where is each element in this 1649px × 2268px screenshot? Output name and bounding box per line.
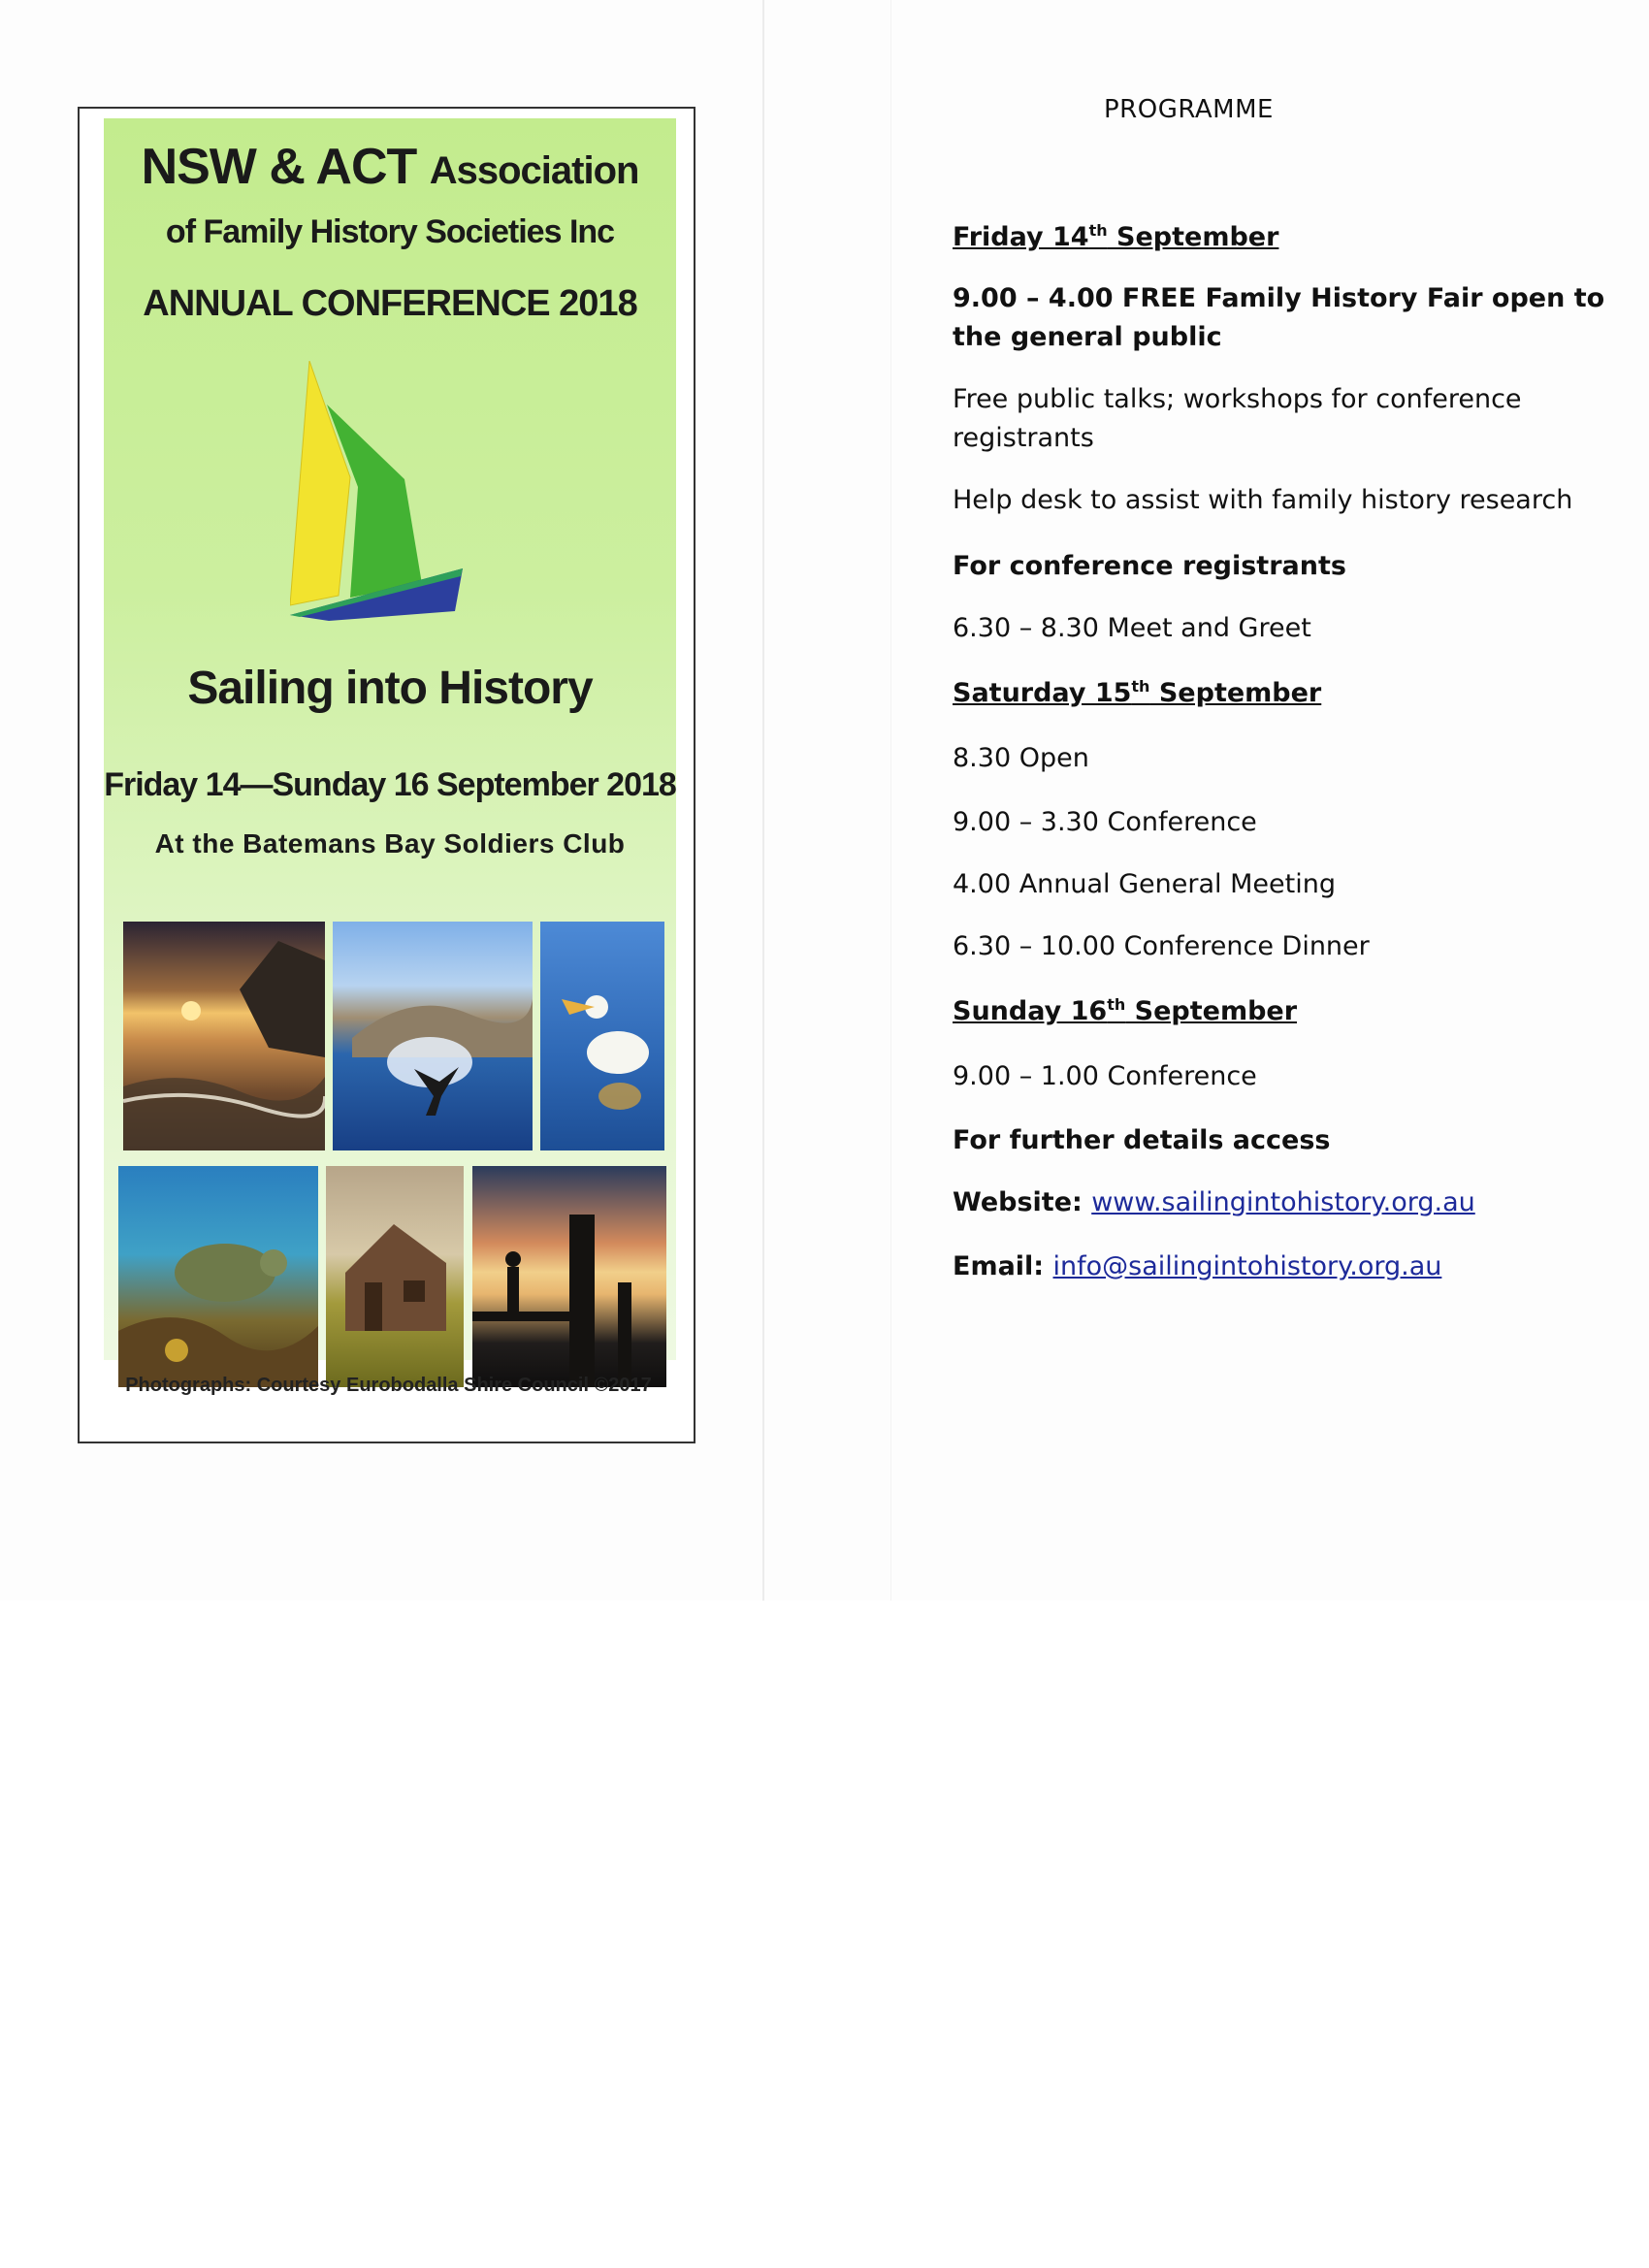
- sunday-heading: [953, 995, 1297, 1026]
- org-title-main: NSW & ACT: [141, 139, 417, 195]
- email-label: Email:: [953, 1251, 1053, 1281]
- registrants-heading: For conference registrants: [953, 551, 1346, 581]
- friday-talks-line2: registrants: [953, 423, 1094, 453]
- friday-talks: [953, 380, 1522, 458]
- photo-old-barn: [326, 1166, 464, 1387]
- sunday-day: Sunday 16: [953, 996, 1108, 1026]
- website-label: Website:: [953, 1187, 1092, 1217]
- conference-title: ANNUAL CONFERENCE 2018: [143, 283, 637, 324]
- org-title-rest: Association: [429, 149, 639, 192]
- friday-fair: [953, 279, 1604, 357]
- saturday-agm: 4.00 Annual General Meeting: [953, 869, 1336, 899]
- friday-day: Friday 14: [953, 222, 1089, 252]
- flyer-green-panel: [104, 118, 676, 1360]
- photo-sunset-beach: [123, 922, 325, 1150]
- email-line: [953, 1251, 1441, 1281]
- fold-line-secondary: [890, 0, 891, 1601]
- programme-title: PROGRAMME: [1104, 95, 1274, 124]
- email-link[interactable]: info@sailingintohistory.org.au: [1052, 1251, 1442, 1281]
- sunday-month: September: [1125, 996, 1298, 1026]
- friday-month: September: [1107, 222, 1279, 252]
- sailboat-logo-icon: [290, 361, 484, 625]
- saturday-day: Saturday 15: [953, 678, 1132, 708]
- sunday-suffix: th: [1107, 995, 1126, 1014]
- friday-helpdesk: Help desk to assist with family history research: [953, 485, 1573, 515]
- photo-pelican: [540, 922, 664, 1150]
- conference-dates: Friday 14—Sunday 16 September 2018: [104, 766, 676, 803]
- yellow-sail: [290, 361, 350, 605]
- saturday-heading: [953, 677, 1321, 708]
- conference-flyer: [78, 107, 695, 1443]
- fold-line: [762, 0, 764, 1601]
- website-line: [953, 1187, 1475, 1217]
- saturday-open: 8.30 Open: [953, 743, 1089, 773]
- photo-sea-turtle: [118, 1166, 318, 1387]
- org-subtitle: of Family History Societies Inc: [165, 213, 615, 250]
- saturday-suffix: th: [1131, 677, 1150, 696]
- conference-venue: At the Batemans Bay Soldiers Club: [154, 828, 626, 859]
- org-title: [104, 138, 676, 196]
- saturday-conference: 9.00 – 3.30 Conference: [953, 807, 1257, 837]
- friday-heading: [953, 221, 1278, 252]
- friday-suffix: th: [1088, 221, 1108, 240]
- photo-jetty-silhouette: [472, 1166, 666, 1387]
- friday-fair-line2: the general public: [953, 322, 1222, 352]
- friday-meet-greet: 6.30 – 8.30 Meet and Greet: [953, 613, 1311, 643]
- theme-title: Sailing into History: [187, 663, 593, 714]
- sunday-conference: 9.00 – 1.00 Conference: [953, 1061, 1257, 1091]
- photo-credit: Photographs: Courtesy Eurobodalla Shire Council ©2017: [125, 1375, 652, 1396]
- details-heading: For further details access: [953, 1125, 1331, 1155]
- photo-whale-tail: [333, 922, 533, 1150]
- website-link[interactable]: www.sailingintohistory.org.au: [1091, 1187, 1475, 1217]
- saturday-dinner: 6.30 – 10.00 Conference Dinner: [953, 931, 1370, 961]
- friday-talks-line1: Free public talks; workshops for conference: [953, 384, 1522, 414]
- saturday-month: September: [1149, 678, 1322, 708]
- friday-fair-line1: 9.00 – 4.00 FREE Family History Fair open to: [953, 283, 1605, 313]
